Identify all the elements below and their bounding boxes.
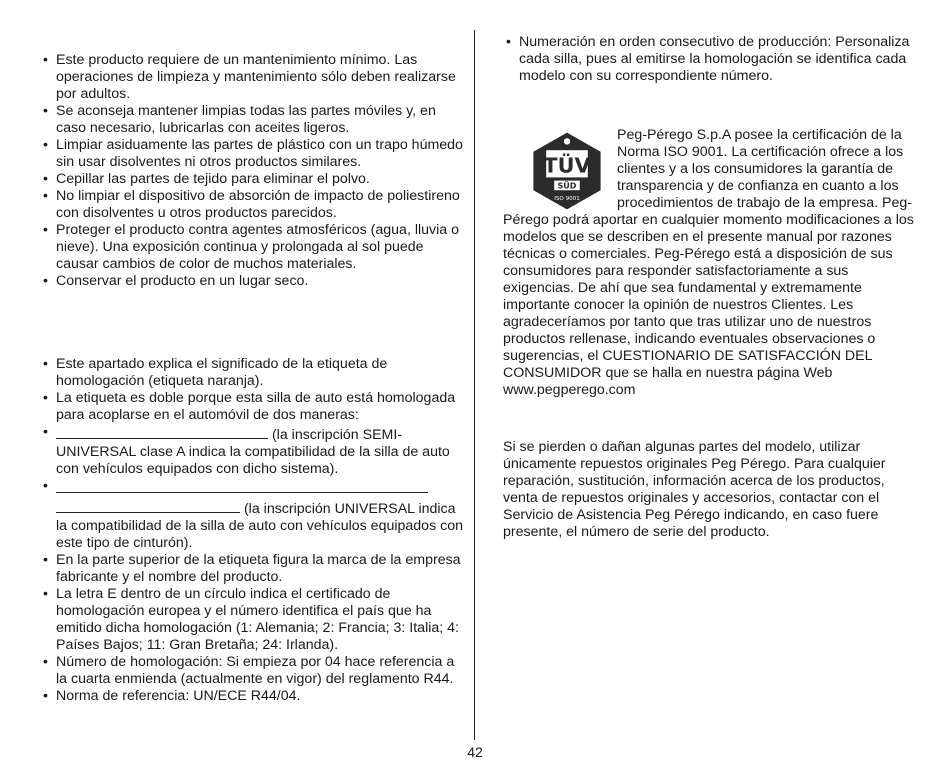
right-column xyxy=(503,34,923,541)
list-item: • Proteger el producto contra agentes atmosféricos (agua, lluvia o nieve). Una exposición continua y prolongada al sol puede causar cambios de color de muchos materiales. xyxy=(43,222,459,272)
page-number: 42 xyxy=(467,744,483,760)
homologation-list xyxy=(40,356,466,705)
svg-text:TÜV: TÜV xyxy=(543,153,591,178)
list-item: • Conservar el producto en un lugar seco. xyxy=(43,273,309,289)
semi-universal-item: • (la inscripción SEMI-UNIVERSAL clase A indica la compatibilidad de la silla de auto con vehículos equipados con dicho sistema). xyxy=(43,424,450,477)
certification-paragraph: TÜV SÜD ISO 9001 Peg-Pérego S.p.A posee la certificación de la Norma ISO 9001. La certificación ofrece a los clientes y a los consumidores la garantía de transparencia y de confianza en cuanto a los procedimientos de trabajo de la empresa. Peg-Pérego podrá aportar en cualquier momento modificaciones a los modelos que se describen en el presente manual por razones técnicas o comerciales. Peg-Pérego está a disposición de sus consumidores para responder satisfactoriamente a sus exigencias. De ahí que sea fundamental y extremamente importante conocer la opinión de nuestros Clientes. Les agradeceríamos por tanto que tras utilizar uno de nuestros productos rellenase, indicando eventuales observaciones o sugerencias, el CUESTIONARIO DE SATISFACCIÓN DEL CONSUMIDOR que se halla en nuestra página Web www.pegperego.com xyxy=(503,127,914,398)
list-item: • Este producto requiere de un mantenimiento mínimo. Las operaciones de limpieza y mantenimiento sólo deben realizarse por adultos. xyxy=(43,52,456,102)
list-item: • Norma de referencia: UN/ECE R44/04. xyxy=(43,688,301,704)
blank-line xyxy=(56,498,240,513)
numbering-list xyxy=(503,34,923,85)
maintenance-list xyxy=(40,52,466,290)
list-item: • Este apartado explica el significado de la etiqueta de homologación (etiqueta naranja). xyxy=(43,356,388,389)
svg-text:ISO 9001: ISO 9001 xyxy=(554,195,580,202)
blank-line xyxy=(56,478,428,493)
column-divider xyxy=(474,30,475,740)
list-item: • Cepillar las partes de tejido para eliminar el polvo. xyxy=(43,171,370,187)
list-item: • La etiqueta es doble porque esta silla de auto está homologada para acoplarse en el automóvil de dos maneras: xyxy=(43,390,456,423)
blank-line xyxy=(56,424,268,439)
list-item: • En la parte superior de la etiqueta figura la marca de la empresa fabricante y el nombre del producto. xyxy=(43,552,461,585)
list-item: • Número de homologación: Si empieza por 04 hace referencia a la cuarta enmienda (actualmente en vigor) del reglamento R44. xyxy=(43,654,455,687)
list-item: • Numeración en orden consecutivo de producción: Personaliza cada silla, pues al emitirse la homologación se identifica cada modelo con su correspondiente número. xyxy=(506,34,910,84)
list-item: • Se aconseja mantener limpias todas las partes móviles y, en caso necesario, lubricarlas con aceites ligeros. xyxy=(43,103,436,136)
list-item: • Limpiar asiduamente las partes de plástico con un trapo húmedo sin usar disolventes ni otros productos similares. xyxy=(43,137,463,170)
spare-parts-paragraph: Si se pierden o dañan algunas partes del modelo, utilizar únicamente repuestos originales Peg Pérego. Para cualquier reparación, sustitución, información acerca de los productos, venta de repuestos originales y accesorios, contactar con el Servicio de Asistencia Peg Pérego indicando, en caso fuere presente, el número de serie del producto. xyxy=(503,439,886,540)
svg-text:SÜD: SÜD xyxy=(557,181,577,191)
list-item: • No limpiar el dispositivo de absorción de impacto de poliestireno con disolventes u otros productos parecidos. xyxy=(43,188,460,221)
tuv-sud-badge-icon xyxy=(527,131,607,211)
list-item: • La letra E dentro de un círculo indica el certificado de homologación europea y el número identifica el país que ha emitido dicha homologación (1: Alemania; 2: Francia; 3: Italia; 4: Países Bajos; 11: Gran Bretaña; 24: Irlanda). xyxy=(43,586,459,653)
left-column xyxy=(40,52,466,705)
universal-item: • (la inscripción UNIVERSAL indica la compatibilidad de la silla de auto con vehículos equipados con este tipo de cinturón). xyxy=(43,478,463,551)
